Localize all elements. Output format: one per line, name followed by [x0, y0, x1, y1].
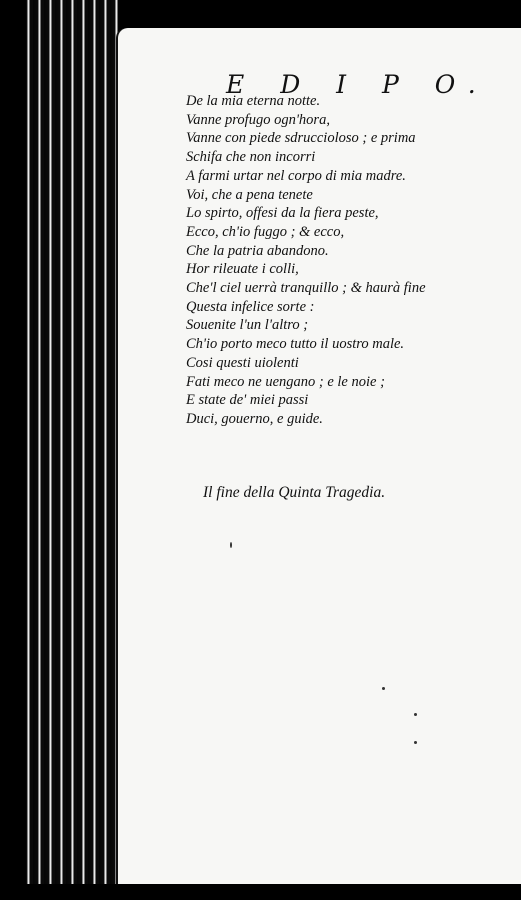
verse-line: Lo spirto, offesi da la fiera peste, — [186, 205, 379, 222]
verse-line: Vanne con piede sdruccioloso ; e prima — [186, 130, 416, 147]
verse-line: Fati meco ne uengano ; e le noie ; — [186, 373, 385, 390]
verse-line: Voi, che a pena tenete — [186, 186, 313, 203]
verse-line: Ch'io porto meco tutto il uostro male. — [186, 336, 405, 353]
verse-line: De la mia eterna notte. — [186, 93, 321, 109]
verse-line: Schifa che non incorri — [186, 149, 316, 166]
verse-line: Questa infelice sorte : — [186, 298, 315, 315]
verse-line: A farmi urtar nel corpo di mia madre. — [186, 167, 406, 184]
scan-bottom-border — [0, 884, 521, 900]
ink-speck — [230, 542, 232, 548]
verse-line: Vanne profugo ogn'hora, — [186, 111, 330, 128]
verse-line: Che'l ciel uerrà tranquillo ; & haurà fine — [186, 280, 426, 297]
verse-block — [186, 92, 426, 429]
verse-line: Duci, gouerno, e guide. — [186, 410, 323, 427]
verse-line: Ecco, ch'io fuggo ; & ecco, — [186, 223, 345, 240]
verse-line: Souenite l'un l'altro ; — [186, 317, 309, 334]
book-binding-shadow — [0, 0, 26, 900]
verse-line: Hor rileuate i colli, — [186, 261, 299, 278]
verse-line: Che la patria abandono. — [186, 242, 329, 259]
ink-speck — [414, 713, 417, 716]
verse-line: Cosi questi uiolenti — [186, 354, 299, 371]
book-page — [118, 28, 521, 900]
closing-line: Il fine della Quinta Tragedia. — [203, 484, 386, 501]
ink-speck — [382, 687, 385, 690]
running-head: E D I P O. — [226, 70, 490, 99]
verse-line: E state de' miei passi — [186, 392, 309, 409]
ink-speck — [414, 741, 417, 744]
